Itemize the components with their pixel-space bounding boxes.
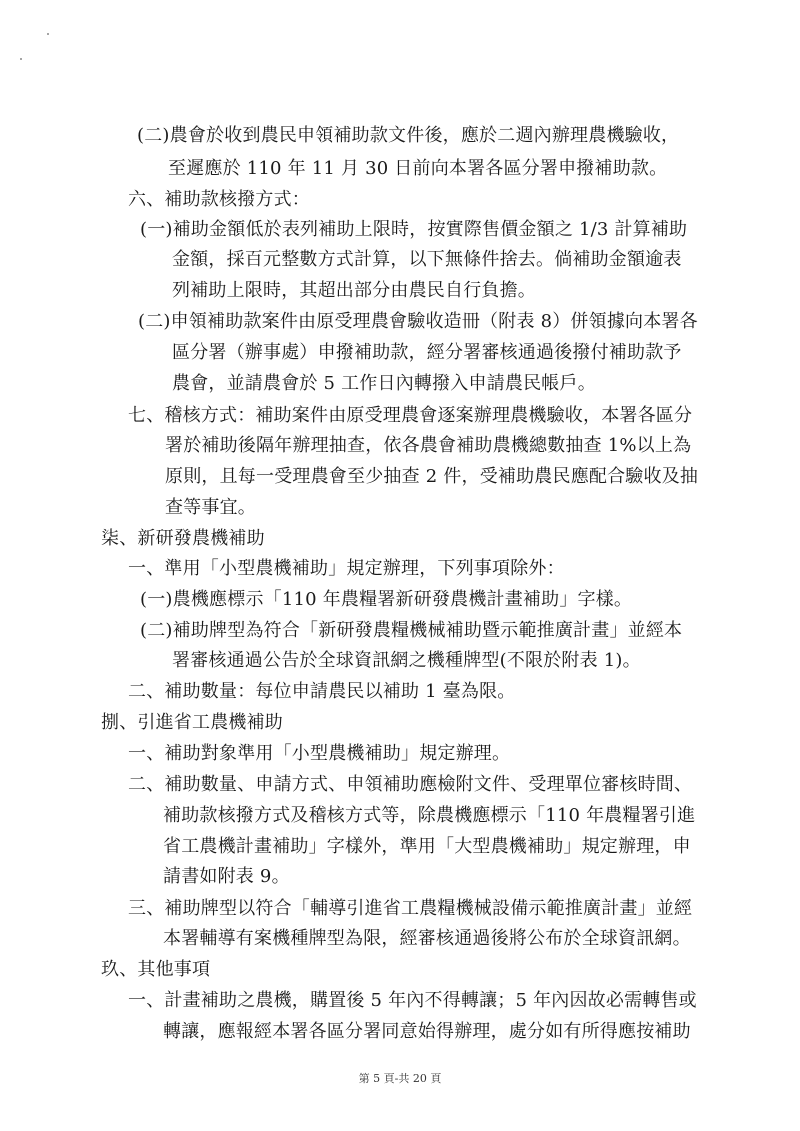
text-line: 省工農機計畫補助」字樣外，準用「大型農機補助」規定辦理，申	[163, 836, 691, 857]
page-number: 第 5 頁-共 20 頁	[358, 1072, 442, 1085]
text-line: 本署輔導有案機種牌型為限，經審核通過後將公布於全球資訊網。	[163, 928, 691, 949]
text-line: (二)申領補助款案件由原受理農會驗收造冊（附表 8）併領據向本署各	[138, 311, 698, 332]
text-line: (二)農會於收到農民申領補助款文件後，應於二週內辦理農機驗收，	[137, 125, 680, 146]
chapter-heading: 玖、其他事項	[101, 959, 211, 980]
text-line: 農會，並請農會於 5 工作日內轉撥入申請農民帳戶。	[172, 373, 596, 394]
text-line: (二)補助牌型為符合「新研發農糧機械補助暨示範推廣計畫」並經本	[140, 620, 683, 641]
text-line: 二、補助數量、申請方式、申領補助應檢附文件、受理單位審核時間、	[128, 774, 693, 795]
text-line: 補助款核撥方式及稽核方式等，除農機應標示「110 年農糧署引進	[163, 805, 696, 826]
section-heading: 六、補助款核撥方式：	[128, 189, 310, 210]
section-heading: 七、稽核方式：補助案件由原受理農會逐案辦理農機驗收，本署各區分	[128, 405, 693, 426]
text-line: 金額，採百元整數方式計算，以下無條件捨去。倘補助金額逾表	[172, 249, 682, 270]
text-line: (一)補助金額低於表列補助上限時，按實際售價金額之 1/3 計算補助	[140, 219, 688, 240]
text-line: 一、計畫補助之農機，購置後 5 年內不得轉讓；5 年內因故必需轉售或	[128, 990, 697, 1011]
chapter-heading: 捌、引進省工農機補助	[101, 712, 283, 733]
text-line: 原則，且每一受理農會至少抽查 2 件，受補助農民應配合驗收及抽	[165, 466, 699, 487]
text-line: 署審核通過公告於全球資訊網之機種牌型(不限於附表 1)。	[172, 650, 641, 671]
text-line: 三、補助牌型以符合「輔導引進省工農糧機械設備示範推廣計畫」並經	[128, 898, 693, 919]
text-line: 二、補助數量：每位申請農民以補助 1 臺為限。	[128, 681, 516, 702]
text-line: 查等事宜。	[165, 497, 256, 518]
chapter-heading: 柒、新研發農機補助	[101, 528, 265, 549]
text-line: 列補助上限時，其超出部分由農民自行負擔。	[172, 280, 536, 301]
text-line: 一、補助對象準用「小型農機補助」規定辦理。	[128, 743, 511, 764]
scan-speck	[20, 58, 22, 60]
text-line: 請書如附表 9。	[163, 866, 290, 887]
scan-speck	[47, 33, 49, 35]
text-line: 轉讓，應報經本署各區分署同意始得辦理，處分如有所得應按補助	[163, 1021, 691, 1042]
text-line: 區分署（辦事處）申撥補助款，經分署審核通過後撥付補助款予	[172, 342, 682, 363]
text-line: (一)農機應標示「110 年農糧署新研發農機計畫補助」字樣。	[140, 589, 633, 610]
text-line: 一、準用「小型農機補助」規定辦理，下列事項除外：	[128, 558, 565, 579]
text-line: 署於補助後隔年辦理抽查，依各農會補助農機總數抽查 1%以上為	[165, 435, 692, 456]
text-line: 至遲應於 110 年 11 月 30 日前向本署各區分署申撥補助款。	[168, 158, 668, 179]
